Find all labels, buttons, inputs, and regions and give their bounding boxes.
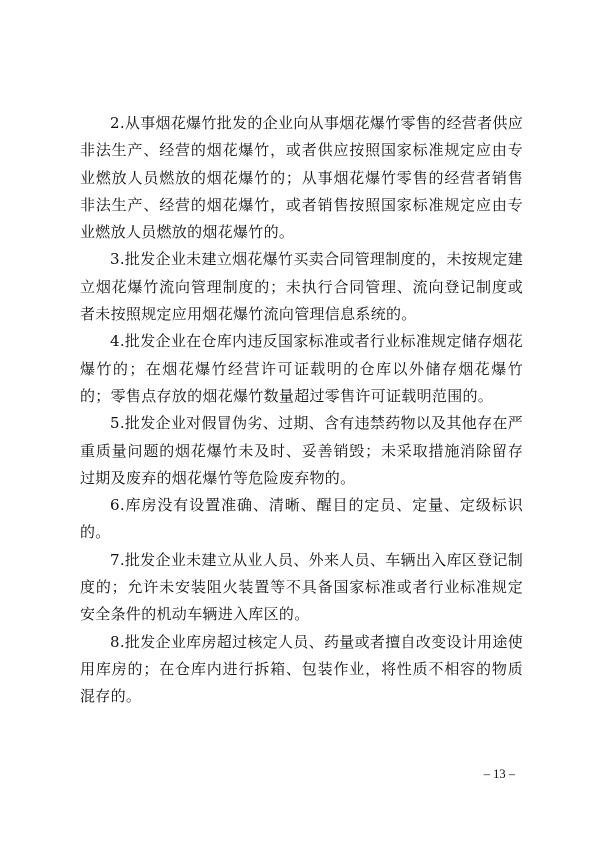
paragraph-item-6: 6.库房没有设置准确、清晰、醒目的定员、定量、定级标识的。 — [80, 496, 523, 542]
page-number: – 13 – — [483, 767, 515, 781]
paragraph-item-5: 5.批发企业对假冒伪劣、过期、含有违禁药物以及其他存在严重质量问题的烟花爆竹未及时、妥善销毁；未采取措施消除留存过期及废弃的烟花爆竹等危险废弃物的。 — [80, 414, 523, 487]
paragraph-item-8: 8.批发企业库房超过核定人员、药量或者擅自改变设计用途使用库房的；在仓库内进行拆箱、包装作业，将性质不相容的物质混存的。 — [80, 632, 523, 706]
paragraph-item-2: 2.从事烟花爆竹批发的企业向从事烟花爆竹零售的经营者供应非法生产、经营的烟花爆竹，或者供应按照国家标准规定应由专业燃放人员燃放的烟花爆竹的；从事烟花爆竹零售的经营者销售非法生产、经营的烟花爆竹，或者销售按照国家标准规定应由专业燃放人员燃放的烟花爆竹的。 — [80, 114, 523, 242]
paragraph-item-7: 7.批发企业未建立从业人员、外来人员、车辆出入库区登记制度的；允许未安装阻火装置等不具备国家标准或者行业标准规定安全条件的机动车辆进入库区的。 — [80, 550, 523, 624]
paragraph-item-4: 4.批发企业在仓库内违反国家标准或者行业标准规定储存烟花爆竹的；在烟花爆竹经营许可证载明的仓库以外储存烟花爆竹的；零售点存放的烟花爆竹数量超过零售许可证载明范围的。 — [80, 332, 523, 405]
page-body — [80, 110, 523, 711]
paragraph-item-3: 3.批发企业未建立烟花爆竹买卖合同管理制度的，未按规定建立烟花爆竹流向管理制度的；未执行合同管理、流向登记制度或者未按照规定应用烟花爆竹流向管理信息系统的。 — [80, 250, 523, 324]
